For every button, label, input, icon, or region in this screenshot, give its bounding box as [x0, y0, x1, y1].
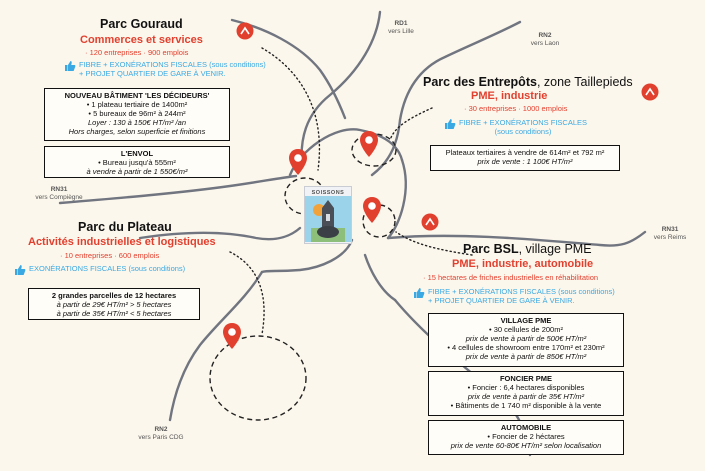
perk-text: FIBRE + EXONÉRATIONS FISCALES — [459, 118, 588, 127]
road-code: RN31 — [661, 226, 679, 233]
box-line: prix de vente : 1 100€ HT/m² — [477, 157, 573, 166]
perk-text: (sous conditions) — [494, 127, 552, 136]
thumbs-up-icon — [14, 264, 26, 276]
perk-text: FIBRE + EXONÉRATIONS FISCALES (sous conditions) — [428, 287, 615, 296]
map-pin-icon[interactable] — [362, 196, 382, 224]
box-line: prix de vente à partir de 500€ HT/m² — [465, 334, 587, 343]
parc-marker-icon — [641, 83, 659, 101]
road-dest: vers Lille — [388, 27, 414, 35]
park-stats: · 10 entreprises · 600 emplois — [60, 251, 160, 260]
info-box-foncier-pme — [428, 371, 624, 416]
road-dest: vers Paris CDG — [138, 433, 184, 441]
park-type: Commerces et services — [80, 34, 203, 46]
thumbs-up-icon — [413, 287, 425, 299]
road-dest: vers Compiègne — [35, 193, 83, 201]
info-box-automobile — [428, 420, 624, 455]
box-title: AUTOMOBILE — [500, 423, 552, 432]
box-line: • 1 plateau tertiaire de 1400m² — [86, 100, 188, 109]
road-label-rd1 — [384, 20, 418, 35]
box-line: • Bureau jusqu'à 555m² — [98, 158, 176, 167]
road-label-rn2-north — [528, 32, 562, 47]
park-title: Parc du Plateau — [78, 220, 172, 234]
thumbs-up-icon — [64, 60, 76, 72]
road-dest: vers Reims — [653, 233, 687, 241]
info-box-les-decideurs — [44, 88, 230, 141]
box-line: Plateaux tertiaires à vendre de 614m² et 792 m² — [445, 148, 605, 157]
info-box-village-pme — [428, 313, 624, 367]
box-line: Loyer : 130 à 150€ HT/m² /an — [88, 118, 186, 127]
road-ring-east — [388, 160, 406, 238]
parc-marker-icon — [421, 213, 439, 231]
box-line: prix de vente à partir de 850€ HT/m² — [465, 352, 587, 361]
box-line: à vendre à partir de 1 550€/m² — [86, 167, 188, 176]
box-line: à partir de 29€ HT/m² > 5 hectares — [56, 300, 172, 309]
park-subtitle: , village PME — [518, 242, 592, 256]
perk-text: + PROJET QUARTIER DE GARE À VENIR. — [79, 69, 226, 78]
info-box-entrepots — [430, 145, 620, 171]
road-code: RD1 — [394, 20, 408, 27]
map-pin-icon[interactable] — [288, 148, 308, 176]
box-line: • 30 cellules de 200m² — [489, 325, 563, 334]
map-pin-icon[interactable] — [222, 322, 242, 350]
park-stats: · 15 hectares de friches industrielles en réhabilitation — [423, 273, 599, 282]
parc-gouraud — [100, 17, 183, 31]
road-label-rn2-south — [136, 426, 186, 441]
perk-row — [64, 60, 266, 78]
park-title: Parc des Entrepôts — [423, 75, 537, 89]
park-subtitle: , zone Taillepieds — [536, 75, 633, 89]
road-label-rn31-east — [650, 226, 690, 241]
park-type: PME, industrie, automobile — [452, 258, 594, 270]
box-title: NOUVEAU BÂTIMENT 'LES DÉCIDEURS' — [64, 91, 210, 100]
box-line: • Bâtiments de 1 740 m² disponible à la vente — [450, 401, 602, 410]
box-line: • Foncier de 2 héctares — [487, 432, 565, 441]
box-line: prix de vente 60-80€ HT/m² selon localisation — [450, 441, 602, 450]
box-line: à partir de 35€ HT/m² < 5 hectares — [56, 309, 172, 318]
road-east-curve — [365, 255, 395, 300]
road-code: RN31 — [50, 186, 68, 193]
perk-row — [14, 264, 185, 276]
perk-text: + PROJET QUARTIER DE GARE À VENIR. — [428, 296, 575, 305]
road-code: RN2 — [538, 32, 552, 39]
park-stats: · 30 entreprises · 1000 emplois — [464, 104, 568, 113]
perk-row — [444, 118, 587, 136]
park-stats: · 120 entreprises · 900 emplois — [85, 48, 189, 57]
park-title: Parc Gouraud — [100, 17, 183, 31]
box-line: • 5 bureaux de 96m² à 244m² — [88, 109, 186, 118]
box-title: FONCIER PME — [499, 374, 553, 383]
box-title: L'ENVOL — [120, 149, 154, 158]
box-line: • Foncier : 6,4 hectares disponibles — [467, 383, 585, 392]
perk-text: FIBRE + EXONÉRATIONS FISCALES (sous conditions) — [79, 60, 266, 69]
park-type: Activités industrielles et logistiques — [28, 236, 216, 248]
info-box-plateau — [28, 288, 200, 320]
perk-text: EXONÉRATIONS FISCALES (sous conditions) — [29, 264, 186, 273]
thumbs-up-icon — [444, 118, 456, 130]
park-type: PME, industrie — [471, 90, 548, 102]
road-code: RN2 — [154, 426, 168, 433]
parc-marker-icon — [236, 22, 254, 40]
map-pin-icon[interactable] — [359, 130, 379, 158]
city-label: SOISSONS — [311, 190, 345, 196]
parc-entrepots-title — [423, 75, 633, 89]
perk-row — [413, 287, 615, 305]
road-label-rn31-west — [32, 186, 86, 201]
parc-bsl-title — [463, 242, 592, 256]
park-title: Parc BSL — [463, 242, 519, 256]
cathedral-icon — [305, 196, 351, 242]
box-line: prix de vente à partir de 35€ HT/m² — [467, 392, 585, 401]
road-rn31-west — [60, 176, 296, 203]
box-title: VILLAGE PME — [500, 316, 552, 325]
box-line: • 4 cellules de showroom entre 170m² et 230m² — [447, 343, 605, 352]
info-box-lenvol — [44, 146, 230, 178]
soissons-city-illustration — [304, 186, 352, 244]
box-title: 2 grandes parcelles de 12 hectares — [51, 291, 177, 300]
box-line: Hors charges, selon superficie et finitions — [68, 127, 206, 136]
road-dest: vers Laon — [530, 39, 560, 47]
